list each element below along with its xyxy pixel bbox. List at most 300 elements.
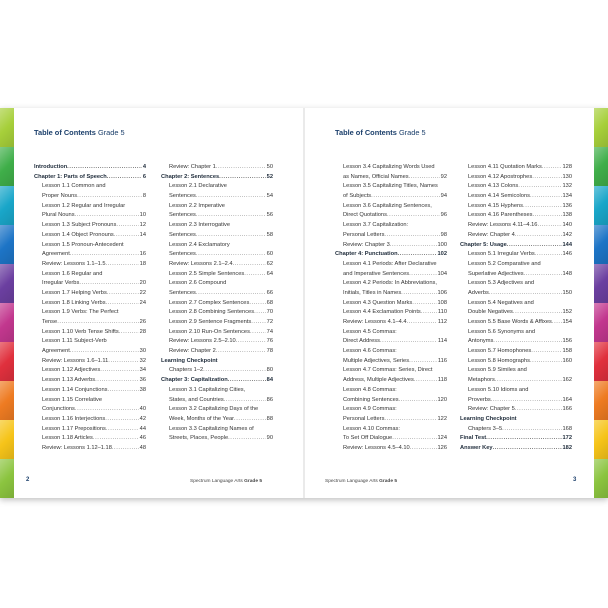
toc-entry-title: Lesson 2.6 Compound bbox=[169, 280, 227, 287]
toc-entry-page: 116 bbox=[437, 357, 447, 364]
toc-leader-dots bbox=[408, 221, 446, 231]
toc-leader-dots bbox=[493, 337, 561, 347]
toc-entry-page bbox=[272, 279, 273, 289]
toc-entry bbox=[335, 192, 447, 202]
toc-entry-title: Superlative Adjectives bbox=[468, 270, 524, 277]
toc-entry bbox=[335, 260, 447, 270]
toc-entry-title: Lesson 1.18 Articles bbox=[42, 435, 93, 442]
toc-entry bbox=[161, 347, 273, 357]
toc-leader-dots bbox=[515, 405, 562, 415]
toc-entry bbox=[460, 250, 572, 260]
toc-entry-title: Review: Chapter 1 bbox=[169, 164, 216, 170]
toc-entry bbox=[460, 202, 572, 212]
edge-color-band bbox=[594, 108, 608, 147]
toc-entry-page bbox=[446, 405, 447, 415]
toc-entry-page: 28 bbox=[139, 328, 146, 335]
toc-entry bbox=[34, 434, 146, 444]
toc-entry-title: Review: Lessons 2.5–2.10 bbox=[169, 338, 236, 345]
toc-entry bbox=[34, 444, 146, 454]
toc-leader-dots bbox=[513, 308, 562, 318]
toc-entry-page: 182 bbox=[562, 444, 572, 451]
toc-entry bbox=[161, 163, 273, 173]
toc-entry-page: 114 bbox=[437, 338, 447, 345]
toc-entry-title: Lesson 5.2 Comparative and bbox=[468, 260, 541, 267]
toc-entry-page: 148 bbox=[562, 270, 572, 277]
toc-entry bbox=[460, 279, 572, 289]
toc-entry bbox=[34, 250, 146, 260]
toc-entry bbox=[161, 337, 273, 347]
toc-entry bbox=[161, 308, 273, 318]
toc-entry-title: Metaphors bbox=[468, 377, 495, 384]
toc-entry bbox=[34, 415, 146, 425]
toc-entry-page bbox=[446, 260, 447, 270]
toc-entry-title: Lesson 4.11 Quotation Marks bbox=[468, 164, 542, 170]
toc-entry bbox=[34, 231, 146, 241]
toc-leader-dots bbox=[196, 211, 266, 221]
toc-entry-title: Lesson 4.12 Apostrophes bbox=[468, 173, 533, 180]
toc-entry-page: 64 bbox=[266, 270, 273, 277]
toc-entry-title: Review: Lessons 4.5–4.10 bbox=[343, 444, 410, 451]
toc-leader-dots bbox=[502, 425, 561, 435]
toc-entry-title: Lesson 1.13 Adverbs bbox=[42, 377, 96, 384]
page-footer: Spectrum Language Arts Grade 5 bbox=[190, 479, 263, 484]
toc-entry-title: Lesson 1.2 Regular and Irregular bbox=[42, 202, 126, 209]
toc-entry bbox=[34, 192, 146, 202]
toc-leader-dots bbox=[106, 425, 139, 435]
toc-entry-page: 84 bbox=[266, 377, 273, 384]
edge-color-band bbox=[594, 186, 608, 225]
toc-entry-title: Sentences bbox=[169, 193, 196, 200]
toc-entry-title: Combining Sentences bbox=[343, 396, 399, 403]
toc-entry bbox=[335, 434, 447, 444]
book-spread bbox=[0, 108, 608, 498]
toc-leader-dots bbox=[432, 366, 446, 376]
edge-color-band bbox=[0, 303, 14, 342]
toc-entry-page bbox=[145, 337, 146, 347]
toc-entry-title: Chapter 5: Usage bbox=[460, 241, 507, 248]
toc-entry-title: Lesson 2.7 Complex Sentences bbox=[169, 299, 250, 306]
toc-entry-title: Sentences bbox=[169, 231, 196, 238]
toc-column bbox=[460, 163, 572, 454]
toc-leader-dots bbox=[108, 357, 138, 367]
toc-entry-title: Lesson 5.9 Similes and bbox=[468, 367, 527, 374]
toc-entry-title: Answer Key bbox=[460, 444, 493, 451]
toc-entry-page bbox=[446, 182, 447, 192]
toc-leader-dots bbox=[196, 192, 266, 202]
toc-entry-page: 90 bbox=[266, 435, 273, 442]
edge-color-band bbox=[594, 381, 608, 420]
toc-leader-dots bbox=[535, 328, 571, 338]
toc-leader-dots bbox=[107, 289, 139, 299]
toc-entry bbox=[34, 279, 146, 289]
toc-leader-dots bbox=[414, 376, 437, 386]
toc-entry-page: 162 bbox=[562, 377, 572, 384]
toc-entry bbox=[161, 299, 273, 309]
toc-column bbox=[335, 163, 447, 454]
toc-leader-dots bbox=[227, 182, 272, 192]
toc-leader-dots bbox=[216, 347, 266, 357]
toc-entry bbox=[161, 289, 273, 299]
toc-leader-dots bbox=[106, 260, 139, 270]
edge-color-band bbox=[594, 225, 608, 264]
toc-entry-title: Chapters 1–2 bbox=[169, 367, 204, 374]
toc-entry-page: 112 bbox=[437, 319, 447, 325]
toc-entry bbox=[335, 396, 447, 406]
toc-entry-page bbox=[145, 202, 146, 212]
toc-entry-page: 34 bbox=[139, 367, 146, 374]
toc-entry-title: Chapter 2: Sentences bbox=[161, 173, 220, 180]
toc-entry bbox=[460, 308, 572, 318]
toc-leader-dots bbox=[114, 231, 139, 241]
toc-entry-title: Chapter 4: Punctuation bbox=[335, 251, 398, 258]
toc-entry-title: Sentences bbox=[169, 289, 196, 296]
toc-entry-title: Lesson 4.8 Commas: bbox=[343, 386, 397, 393]
page-footer: Spectrum Language Arts Grade 5 bbox=[325, 479, 398, 484]
toc-entry-page bbox=[272, 405, 273, 415]
toc-entry-title: Lesson 5.10 Idioms and bbox=[468, 386, 529, 393]
toc-leader-dots bbox=[102, 270, 145, 280]
toc-entry-title: Lesson 4.3 Question Marks bbox=[343, 299, 413, 306]
toc-entry-page bbox=[446, 163, 447, 173]
toc-entry-page: 44 bbox=[139, 425, 146, 432]
toc-entry-title: Review: Chapter 4 bbox=[468, 231, 515, 238]
toc-entry bbox=[460, 260, 572, 270]
toc-leader-dots bbox=[107, 386, 138, 396]
toc-entry bbox=[460, 211, 572, 221]
toc-entry-page: 86 bbox=[266, 396, 273, 403]
page-title: Table of Contents Grade 5 bbox=[335, 128, 426, 137]
toc-entry-title: Lesson 3.6 Capitalizing Sentences, bbox=[343, 202, 432, 209]
toc-entry bbox=[34, 376, 146, 386]
toc-leader-dots bbox=[249, 299, 265, 309]
toc-entry bbox=[460, 328, 572, 338]
toc-entry bbox=[335, 241, 447, 251]
toc-entry-title: Double Negatives bbox=[468, 309, 513, 316]
toc-leader-dots bbox=[524, 270, 562, 280]
toc-entry-title: Review: Lessons 2.1–2.4 bbox=[169, 260, 233, 267]
edge-color-band bbox=[594, 342, 608, 381]
toc-entry-title: Review: Chapter 3 bbox=[343, 241, 390, 248]
toc-entry bbox=[335, 366, 447, 376]
toc-entry-page: 94 bbox=[440, 193, 447, 200]
toc-leader-dots bbox=[100, 366, 138, 376]
toc-entry-page: 16 bbox=[139, 251, 146, 258]
toc-entry-page bbox=[571, 366, 572, 376]
toc-entry-title: Lesson 5.6 Synonyms and bbox=[468, 328, 536, 335]
toc-leader-dots bbox=[409, 270, 436, 280]
toc-entry-page: 130 bbox=[562, 173, 572, 180]
toc-entry-page: 46 bbox=[139, 435, 146, 442]
toc-leader-dots bbox=[531, 347, 561, 357]
toc-leader-dots bbox=[390, 241, 437, 251]
toc-leader-dots bbox=[437, 260, 446, 270]
toc-leader-dots bbox=[230, 221, 272, 231]
toc-entry-title: Personal Letters bbox=[343, 231, 385, 238]
toc-leader-dots bbox=[486, 434, 561, 444]
toc-leader-dots bbox=[380, 337, 437, 347]
toc-entry-title: as Names, Official Names bbox=[343, 173, 409, 180]
toc-entry-page: 142 bbox=[562, 231, 572, 238]
toc-entry-title: Lesson 1.4 Object Pronouns bbox=[42, 231, 114, 238]
toc-leader-dots bbox=[532, 173, 561, 183]
page-title: Table of Contents Grade 5 bbox=[34, 128, 125, 137]
toc-leader-dots bbox=[250, 328, 266, 338]
toc-entry bbox=[335, 250, 447, 260]
edge-color-band bbox=[594, 264, 608, 303]
edge-color-band bbox=[0, 186, 14, 225]
toc-entry bbox=[161, 357, 273, 367]
toc-leader-dots bbox=[530, 357, 562, 367]
toc-entry bbox=[460, 192, 572, 202]
toc-entry bbox=[460, 444, 572, 454]
toc-entry-page: 48 bbox=[139, 444, 146, 451]
toc-entry-title: Antonyms bbox=[468, 338, 494, 345]
toc-entry-page: 100 bbox=[437, 241, 447, 248]
toc-leader-dots bbox=[397, 386, 446, 396]
toc-leader-dots bbox=[230, 241, 272, 251]
toc-leader-dots bbox=[534, 299, 571, 309]
toc-leader-dots bbox=[401, 289, 436, 299]
toc-leader-dots bbox=[236, 337, 266, 347]
toc-entry bbox=[460, 434, 572, 444]
toc-entry-title: Lesson 4.6 Commas: bbox=[343, 348, 397, 355]
toc-leader-dots bbox=[116, 221, 138, 231]
toc-entry-title: To Set Off Dialogue bbox=[343, 435, 393, 442]
toc-entry-page: 70 bbox=[266, 309, 273, 316]
toc-entry-page: 158 bbox=[562, 348, 572, 355]
toc-entry bbox=[34, 308, 146, 318]
toc-entry-title: Chapter 1: Parts of Speech bbox=[34, 173, 107, 180]
toc-entry-title: Lesson 4.4 Exclamation Points bbox=[343, 309, 421, 316]
toc-leader-dots bbox=[224, 396, 266, 406]
toc-entry-title: Lesson 5.1 Irregular Verbs bbox=[468, 251, 535, 258]
toc-leader-dots bbox=[523, 202, 561, 212]
toc-entry-title: Personal Letters bbox=[343, 415, 385, 422]
toc-entry bbox=[34, 386, 146, 396]
toc-entry bbox=[161, 366, 273, 376]
toc-entry-title: Lesson 2.1 Declarative bbox=[169, 183, 227, 190]
toc-leader-dots bbox=[254, 425, 272, 435]
toc-entry-page bbox=[145, 396, 146, 406]
toc-entry-title: Tense bbox=[42, 319, 58, 325]
toc-entry-page: 126 bbox=[437, 444, 447, 451]
toc-leader-dots bbox=[228, 376, 266, 386]
toc-entry bbox=[161, 173, 273, 183]
toc-entry-page bbox=[571, 299, 572, 309]
toc-leader-dots bbox=[196, 289, 266, 299]
toc-leader-dots bbox=[70, 250, 139, 260]
right-page bbox=[305, 108, 594, 498]
toc-entry bbox=[34, 173, 146, 183]
toc-entry-title: Final Test bbox=[460, 435, 487, 442]
toc-entry-title: Lesson 5.7 Homophones bbox=[468, 348, 532, 355]
toc-entry-title: Plural Nouns bbox=[42, 212, 75, 219]
toc-leader-dots bbox=[225, 202, 272, 212]
toc-entry bbox=[460, 270, 572, 280]
toc-leader-dots bbox=[398, 250, 437, 260]
toc-entry-page bbox=[446, 386, 447, 396]
toc-entry-title: of Subjects bbox=[343, 193, 372, 200]
toc-entry-title: Learning Checkpoint bbox=[460, 415, 517, 422]
toc-leader-dots bbox=[112, 444, 139, 454]
toc-entry bbox=[161, 182, 273, 192]
toc-leader-dots bbox=[384, 415, 436, 425]
toc-entry-page bbox=[145, 308, 146, 318]
toc-entry bbox=[335, 318, 447, 328]
edge-color-band bbox=[594, 459, 608, 498]
edge-color-band bbox=[0, 459, 14, 498]
toc-entry bbox=[335, 405, 447, 415]
toc-leader-dots bbox=[518, 182, 561, 192]
toc-leader-dots bbox=[397, 405, 446, 415]
toc-entry-page: 154 bbox=[562, 319, 572, 325]
toc-leader-dots bbox=[495, 376, 562, 386]
toc-entry bbox=[161, 202, 273, 212]
toc-leader-dots bbox=[57, 318, 138, 328]
toc-entry-page: 58 bbox=[266, 231, 273, 238]
toc-entry-page bbox=[571, 328, 572, 338]
toc-entry-page: 136 bbox=[562, 202, 572, 209]
toc-entry bbox=[335, 386, 447, 396]
toc-entry-title: Lesson 2.9 Sentence Fragments bbox=[169, 319, 252, 325]
toc-entry bbox=[335, 347, 447, 357]
toc-entry-title: Introduction bbox=[34, 164, 68, 170]
toc-entry bbox=[460, 347, 572, 357]
edge-color-band bbox=[0, 381, 14, 420]
toc-entry-page: 92 bbox=[440, 173, 447, 180]
toc-entry-page bbox=[446, 328, 447, 338]
toc-entry-page: 80 bbox=[266, 367, 273, 374]
toc-entry-title: Lesson 2.2 Imperative bbox=[169, 202, 225, 209]
toc-leader-dots bbox=[228, 434, 266, 444]
edge-color-band bbox=[0, 225, 14, 264]
toc-leader-dots bbox=[392, 434, 436, 444]
toc-leader-dots bbox=[234, 415, 266, 425]
edge-color-band bbox=[594, 147, 608, 186]
toc-entry-title: Sentences bbox=[169, 251, 196, 258]
toc-entry-title: Agreement bbox=[42, 348, 70, 355]
toc-entry bbox=[335, 299, 447, 309]
toc-entry-page: 62 bbox=[266, 260, 273, 267]
toc-leader-dots bbox=[535, 250, 562, 260]
toc-entry-page: 150 bbox=[562, 289, 572, 296]
toc-entry bbox=[335, 289, 447, 299]
toc-leader-dots bbox=[371, 192, 440, 202]
toc-entry-page: 88 bbox=[266, 415, 273, 422]
toc-entry-page: 54 bbox=[266, 193, 273, 200]
toc-entry bbox=[161, 405, 273, 415]
toc-entry-title: Lesson 3.3 Capitalizing Names of bbox=[169, 425, 254, 432]
toc-entry bbox=[161, 192, 273, 202]
toc-leader-dots bbox=[102, 396, 145, 406]
toc-leader-dots bbox=[75, 405, 139, 415]
toc-entry-title: Lesson 1.5 Pronoun-Antecedent bbox=[42, 241, 124, 248]
toc-entry-title: Week, Months of the Year bbox=[169, 415, 235, 422]
toc-entry-title: Lesson 3.1 Capitalizing Cities, bbox=[169, 386, 246, 393]
toc-entry-title: Review: Lessons 1.1–1.5 bbox=[42, 260, 106, 267]
toc-entry bbox=[161, 415, 273, 425]
toc-entry-title: Lesson 1.17 Prepositions bbox=[42, 425, 106, 432]
toc-entry bbox=[460, 425, 572, 435]
toc-entry-page bbox=[446, 279, 447, 289]
toc-entry-title: Lesson 4.2 Periods: In Abbreviations, bbox=[343, 280, 437, 287]
toc-entry-title: Lesson 3.7 Capitalization: bbox=[343, 222, 409, 229]
toc-entry-page: 24 bbox=[139, 299, 146, 306]
toc-entry bbox=[460, 173, 572, 183]
toc-entry-title: and Imperative Sentences bbox=[343, 270, 410, 277]
toc-entry bbox=[460, 182, 572, 192]
toc-leader-dots bbox=[515, 231, 562, 241]
toc-leader-dots bbox=[528, 386, 571, 396]
toc-entry bbox=[34, 270, 146, 280]
toc-leader-dots bbox=[384, 231, 439, 241]
toc-entry bbox=[34, 328, 146, 338]
toc-leader-dots bbox=[541, 260, 571, 270]
toc-entry-page: 36 bbox=[139, 377, 146, 384]
toc-entry-page: 104 bbox=[437, 270, 447, 277]
toc-entry-page: 40 bbox=[139, 406, 146, 413]
toc-entry bbox=[34, 405, 146, 415]
page-number: 3 bbox=[573, 477, 577, 483]
toc-entry bbox=[34, 425, 146, 435]
toc-leader-dots bbox=[409, 357, 437, 367]
toc-leader-dots bbox=[400, 425, 446, 435]
toc-entry bbox=[460, 415, 572, 425]
toc-leader-dots bbox=[70, 347, 139, 357]
toc-entry-title: Chapter 3: Capitalization bbox=[161, 377, 228, 384]
toc-entry bbox=[161, 376, 273, 386]
toc-entry-page bbox=[571, 386, 572, 396]
toc-entry-page bbox=[272, 202, 273, 212]
toc-entry bbox=[34, 357, 146, 367]
toc-entry-page: 106 bbox=[437, 289, 447, 296]
toc-leader-dots bbox=[219, 173, 266, 183]
toc-entry bbox=[460, 231, 572, 241]
toc-entry bbox=[34, 318, 146, 328]
toc-leader-dots bbox=[407, 318, 437, 328]
toc-entry-title: Conjunctions bbox=[42, 406, 75, 413]
toc-entry-page bbox=[145, 182, 146, 192]
toc-entry-page: 10 bbox=[139, 212, 146, 219]
toc-entry bbox=[34, 163, 146, 173]
toc-entry-page: 30 bbox=[139, 348, 146, 355]
toc-entry-title: Direct Quotations bbox=[343, 212, 387, 219]
toc-leader-dots bbox=[410, 444, 437, 454]
toc-entry-page: 52 bbox=[266, 173, 273, 180]
edge-color-band bbox=[0, 264, 14, 303]
toc-entry-title: Review: Chapter 2 bbox=[169, 348, 216, 355]
toc-entry-title: Lesson 2.8 Combining Sentences bbox=[169, 309, 255, 316]
toc-entry-page: 56 bbox=[266, 212, 273, 219]
toc-entry-page bbox=[145, 241, 146, 251]
toc-entry-title: Lesson 4.5 Commas: bbox=[343, 328, 397, 335]
toc-leader-dots bbox=[77, 192, 142, 202]
toc-entry bbox=[34, 211, 146, 221]
toc-entry-page: 156 bbox=[562, 338, 572, 345]
toc-entry-page: 140 bbox=[562, 222, 572, 229]
toc-entry-page bbox=[272, 357, 273, 367]
toc-leader-dots bbox=[432, 202, 446, 212]
toc-entry-title: Proverbs bbox=[468, 396, 491, 403]
toc-entry-page: 132 bbox=[562, 183, 572, 190]
toc-entry-title: Lesson 1.15 Correlative bbox=[42, 396, 103, 403]
toc-entry-page bbox=[446, 221, 447, 231]
toc-entry-title: Review: Lessons 1.12–1.18 bbox=[42, 444, 112, 451]
toc-entry-page bbox=[272, 182, 273, 192]
toc-entry bbox=[335, 425, 447, 435]
toc-entry bbox=[161, 328, 273, 338]
toc-leader-dots bbox=[542, 163, 562, 173]
